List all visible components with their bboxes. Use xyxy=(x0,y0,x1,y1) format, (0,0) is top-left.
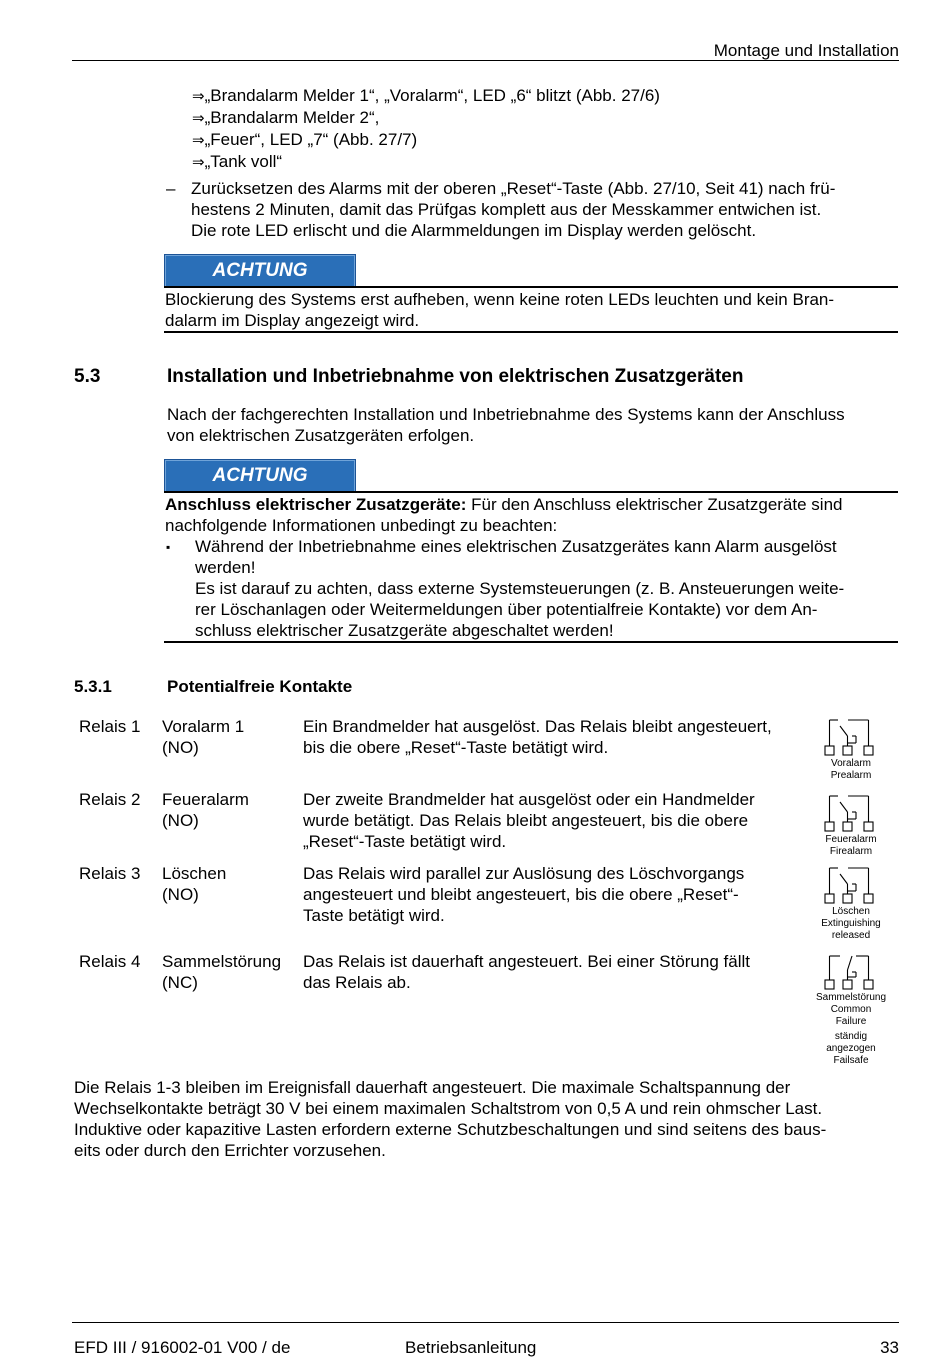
relay-description: Das Relais wird parallel zur Auslösung des Löschvorgangs angesteuert und bleibt angesteuert, bis die obere „Reset“- Taste betätigt wird. xyxy=(303,864,745,925)
closing-paragraph: Die Relais 1-3 bleiben im Ereignisfall dauerhaft angesteuert. Die maximale Schaltspannung der Wechselkontakte beträgt 30 V bei einem maximalen Schaltstrom von 0,5 A und rein ohmscher Last. Induktive oder kapazitive Lasten erfordern externe Schutzbeschaltungen und sind seitens des baus- eits oder durch den Errichter vorzusehen. xyxy=(74,1078,827,1160)
warning-text: Blockierung des Systems erst aufheben, wenn keine roten LEDs leuchten und kein Bran- dalarm im Display angezeigt wird. xyxy=(165,290,835,330)
warning-top-rule xyxy=(164,491,898,493)
reset-step xyxy=(166,178,896,241)
warning-text: Anschluss elektrischer Zusatzgeräte: Für den Anschluss elektrischer Zusatzgeräte sind nachfolgende Informationen unbedingt zu beachten: xyxy=(165,495,843,535)
relay-function: Löschen (NO) xyxy=(162,864,227,904)
warning-bottom-rule xyxy=(164,331,898,333)
relay-icon-caption: Voralarm Prealarm xyxy=(830,758,872,781)
relay-nc-icon xyxy=(816,950,886,1067)
reset-step-line: Die rote LED erlischt und die Alarmmeldungen im Display werden gelöscht. xyxy=(191,221,757,240)
reset-step-line: hestens 2 Minuten, damit das Prüfgas komplett aus der Messkammer entwichen ist. xyxy=(191,200,822,219)
relay-no-icon xyxy=(816,716,886,782)
relay-no-icon xyxy=(816,792,886,858)
relay-icon-caption: Feueralarm Firealarm xyxy=(825,834,877,857)
section-number: 5.3 xyxy=(74,366,101,387)
relay-function: Voralarm 1 (NO) xyxy=(162,717,245,757)
dash-marker: – xyxy=(166,179,176,198)
relay-number: Relais 4 xyxy=(79,952,141,971)
alarm-message-item: ⇒„Feuer“, LED „7“ (Abb. 27/7) xyxy=(192,130,418,149)
arrow-icon: ⇒ xyxy=(192,87,205,105)
relay-description: Der zweite Brandmelder hat ausgelöst oder ein Handmelder wurde betätigt. Das Relais bleibt angesteuert, bis die obere „Reset“-Taste betätigt wird. xyxy=(303,790,755,851)
relay-number: Relais 3 xyxy=(79,864,141,883)
section-title: Installation und Inbetriebnahme von elektrischen Zusatzgeräten xyxy=(167,366,744,387)
subsection-number: 5.3.1 xyxy=(74,677,112,696)
relay-number: Relais 1 xyxy=(79,717,141,736)
relay-icon-caption: Löschen Extinguishing released xyxy=(821,906,881,941)
footer-doc-id: EFD III / 916002-01 V00 / de xyxy=(74,1338,291,1357)
relay-icon-caption: Sammelstörung Common Failure ständig angezogen Failsafe xyxy=(816,992,887,1066)
running-header: Montage und Installation xyxy=(713,41,899,60)
warning-bottom-rule xyxy=(164,641,898,643)
footer-rule xyxy=(72,1322,899,1323)
header-rule xyxy=(72,60,899,61)
section-intro: Nach der fachgerechten Installation und Inbetriebnahme des Systems kann der Anschluss von elektrischen Zusatzgeräten erfolgen. xyxy=(167,405,845,445)
warning-label: ACHTUNG xyxy=(164,459,356,493)
reset-step-line: Zurücksetzen des Alarms mit der oberen „Reset“-Taste (Abb. 27/10, Seit 41) nach frü- xyxy=(191,179,836,198)
alarm-message-item: ⇒„Brandalarm Melder 1“, „Voralarm“, LED „6“ blitzt (Abb. 27/6) xyxy=(192,86,660,105)
arrow-icon: ⇒ xyxy=(192,131,205,149)
warning-bullet-text: Während der Inbetriebnahme eines elektrischen Zusatzgerätes kann Alarm ausgelöst werden! Es ist darauf zu achten, dass externe Systemsteuerungen (z. B. Ansteuerungen weite- rer Löschanlagen oder Weitermeldungen über potentialfreie Kontakte) vor dem An- schluss elektrischer Zusatzgeräte abgeschaltet werden! xyxy=(195,537,845,640)
page-number: 33 xyxy=(880,1338,899,1357)
footer-doc-type: Betriebsanleitung xyxy=(405,1338,537,1357)
warning-label: ACHTUNG xyxy=(164,254,356,288)
relay-number: Relais 2 xyxy=(79,790,141,809)
relay-no-icon xyxy=(816,864,886,942)
alarm-message-item: ⇒„Brandalarm Melder 2“, xyxy=(192,108,380,127)
arrow-icon: ⇒ xyxy=(192,153,205,171)
warning-lead: Anschluss elektrischer Zusatzgeräte: xyxy=(165,495,467,514)
relay-description: Das Relais ist dauerhaft angesteuert. Bei einer Störung fällt das Relais ab. xyxy=(303,952,750,992)
relay-description: Ein Brandmelder hat ausgelöst. Das Relais bleibt angesteuert, bis die obere „Reset“-Taste betätigt wird. xyxy=(303,717,772,757)
warning-top-rule xyxy=(164,286,898,288)
alarm-message-item: ⇒„Tank voll“ xyxy=(192,152,283,171)
subsection-title: Potentialfreie Kontakte xyxy=(167,677,353,696)
relay-function: Feueralarm (NO) xyxy=(162,790,249,830)
arrow-icon: ⇒ xyxy=(192,109,205,127)
bullet-icon: ▪ xyxy=(166,540,171,554)
relay-function: Sammelstörung (NC) xyxy=(162,952,282,992)
